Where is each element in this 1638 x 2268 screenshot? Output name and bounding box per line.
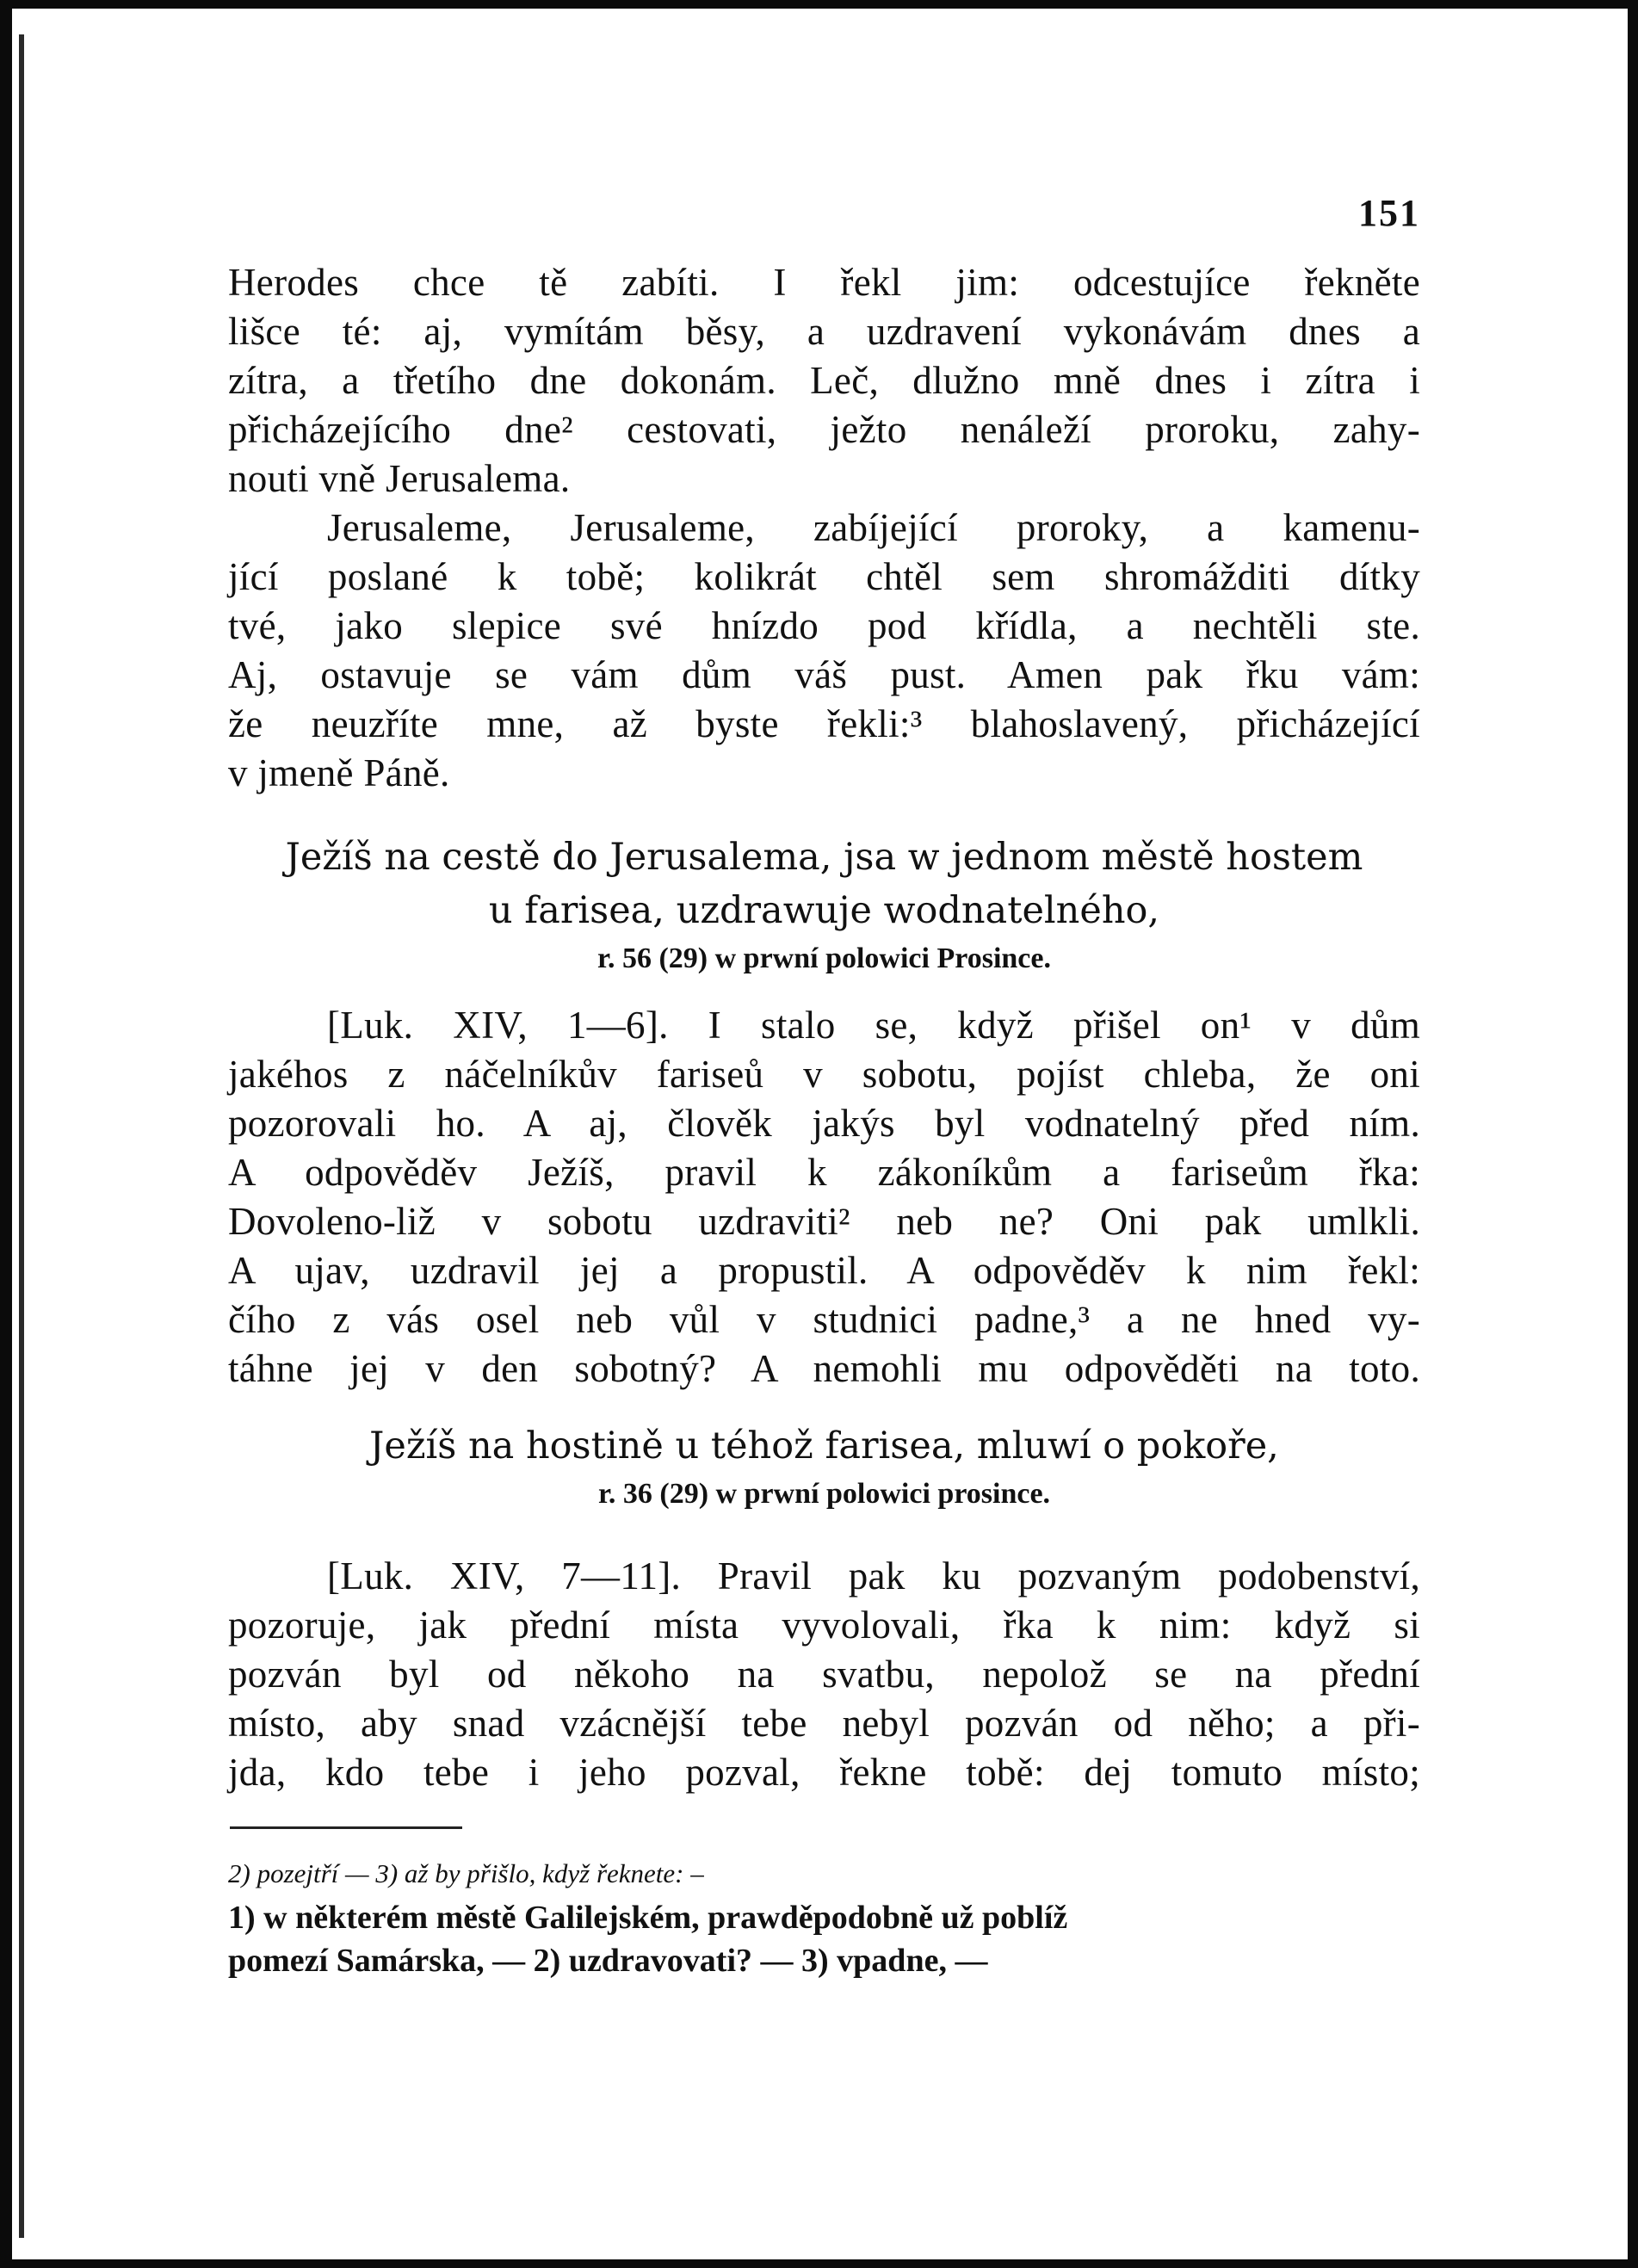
text-line: čího z vás osel neb vůl v studnici padne,³ a ne hned vy- [228, 1298, 1420, 1341]
paragraph-luk-xiv-7-11 [228, 1552, 1420, 1797]
heading-line: Ježíš na hostině u téhož farisea, mluwí o pokoře, [369, 1424, 1279, 1468]
text-line: Herodes chce tě zabíti. I řekl jim: odcestujíce řekněte [228, 261, 1420, 304]
text-line: [Luk. XIV, 7—11]. Pravil pak ku pozvaným podobenství, [327, 1554, 1420, 1597]
text-line: A ujav, uzdravil jej a propustil. A odpověděv k nim řekl: [228, 1249, 1420, 1292]
text-line: pozván byl od někoho na svatbu, nepolož se na přední [228, 1653, 1420, 1696]
scan-edge-top [0, 0, 1638, 9]
text-line: v jmeně Páně. [228, 751, 450, 794]
text-line: A odpověděv Ježíš, pravil k zákoníkům a fariseům řka: [228, 1151, 1420, 1194]
text-line: Dovoleno-liž v sobotu uzdraviti² neb ne? Oni pak umlkli. [228, 1200, 1420, 1243]
scan-edge-right [1628, 0, 1638, 2268]
text-line: lišce té: aj, vymítám běsy, a uzdravení vykonávám dnes a [228, 310, 1420, 353]
heading-line: u farisea, uzdrawuje wodnatelného, [488, 889, 1160, 932]
text-line: jící poslané k tobě; kolikrát chtěl sem shromážditi dítky [228, 555, 1420, 598]
text-line: jda, kdo tebe i jeho pozval, řekne tobě: dej tomuto místo; [228, 1751, 1420, 1794]
footnote-divider [230, 1826, 462, 1829]
paragraph-jerusaleme [228, 504, 1420, 798]
text-line: že neuzříte mne, až byste řekli:³ blahoslavený, přicházející [228, 702, 1420, 745]
text-line: pozorovali ho. A aj, člověk jakýs byl vodnatelný před ním. [228, 1102, 1420, 1145]
text-line: nouti vně Jerusalema. [228, 457, 571, 500]
text-line: tvé, jako slepice své hnízdo pod křídla, a nechtěli ste. [228, 604, 1420, 647]
section-date-1: r. 56 (29) w prwní polowici Prosince. [597, 942, 1051, 974]
page-number: 151 [1358, 192, 1420, 234]
footnote-line: 1) w některém městě Galilejském, prawděpodobně už poblíž [228, 1900, 1068, 1936]
scan-edge-shadow [19, 34, 24, 2238]
footnotes-main [228, 1896, 1420, 1982]
text-line: Jerusaleme, Jerusaleme, zabíjející proroky, a kamenu- [327, 506, 1420, 549]
text-line: zítra, a třetího dne dokonám. Leč, dlužno mně dnes i zítra i [228, 359, 1420, 402]
page-content [228, 258, 1420, 1982]
section-heading-2 [228, 1419, 1420, 1473]
text-line: táhne jej v den sobotný? A nemohli mu odpověděti na toto. [228, 1347, 1420, 1390]
section-date-2: r. 36 (29) w prwní polowici prosince. [597, 1478, 1051, 1510]
heading-line: Ježíš na cestě do Jerusalema, jsa w jednom městě hostem [285, 836, 1363, 879]
scan-edge-bottom [0, 2259, 1638, 2268]
section-heading-1 [228, 831, 1420, 937]
text-line: [Luk. XIV, 1—6]. I stalo se, když přišel on¹ v dům [327, 1004, 1420, 1047]
scan-edge-left [0, 0, 12, 2268]
footnote-line-small: 2) pozejtří — 3) až by přišlo, když řeknete: – [228, 1858, 704, 1888]
text-line: pozoruje, jak přední místa vyvolovali, řka k nim: když si [228, 1604, 1420, 1647]
paragraph-herodes [228, 258, 1420, 504]
paragraph-luk-xiv-1-6 [228, 1001, 1420, 1394]
text-line: přicházejícího dne² cestovati, ježto nenáleží proroku, zahy- [228, 408, 1420, 451]
text-line: Aj, ostavuje se vám dům váš pust. Amen pak řku vám: [228, 653, 1420, 696]
text-line: místo, aby snad vzácnější tebe nebyl pozván od něho; a při- [228, 1702, 1420, 1745]
text-line: jakéhos z náčelníkův fariseů v sobotu, pojíst chleba, že oni [228, 1053, 1420, 1096]
footnote-line: pomezí Samárska, — 2) uzdravovati? — 3) vpadne, — [228, 1943, 988, 1979]
